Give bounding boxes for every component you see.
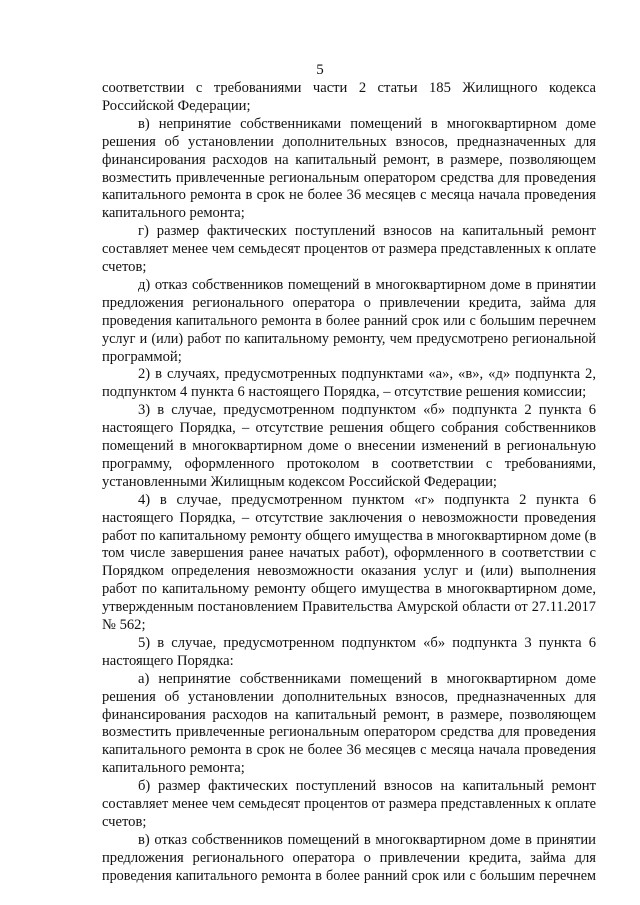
text-line: предложения регионального оператора о привлечении кредита, займа для <box>102 849 596 866</box>
text-line: г) размер фактических поступлений взносов на капитальный ремонт <box>138 223 596 240</box>
text-line: Российской Федерации; <box>102 97 251 114</box>
text-line: услуг и (или) работ по капитальному ремонту, чем предусмотрено региональной <box>102 330 596 347</box>
text-line: проведения капитального ремонта в более ранний срок или с большим перечнем <box>102 867 596 884</box>
text-line: составляет менее чем семьдесят процентов от размера представленных к оплате <box>102 796 596 812</box>
text-line: финансирования расходов на капитальный ремонт, в размере, позволяющем <box>102 706 596 723</box>
text-line: возместить привлеченные региональным оператором средства для проведения <box>102 169 596 186</box>
text-line: счетов; <box>102 259 147 275</box>
text-line: соответствии с требованиями части 2 статьи 185 Жилищного кодекса <box>102 80 596 96</box>
text-line: установленными Жилищным кодексом Российской Федерации; <box>102 473 497 490</box>
text-line: б) размер фактических поступлений взносов на капитальный ремонт <box>138 778 596 795</box>
text-line: программу, оформленного протоколом в соответствии с требованиями, <box>102 455 596 472</box>
text-line: а) непринятие собственниками помещений в многоквартирном доме <box>138 670 596 687</box>
text-line: работ по капитальному ремонту общего имущества в многоквартирном доме (в <box>102 527 597 544</box>
text-line: 5) в случае, предусмотренном подпунктом «б» подпункта 3 пункта 6 <box>138 634 596 651</box>
text-line: 3) в случае, предусмотренном подпунктом «б» подпункта 2 пункта 6 <box>138 402 596 419</box>
text-line: капитального ремонта; <box>102 205 245 222</box>
text-line: программой; <box>102 348 182 365</box>
text-line: составляет менее чем семьдесят процентов от размера представленных к оплате <box>102 241 596 258</box>
text-line: в) непринятие собственниками помещений в многоквартирном доме <box>138 115 596 132</box>
text-line: капитального ремонта в срок не более 36 месяцев с месяца начала проведения <box>102 187 596 204</box>
text-line: работ по капитальному ремонту общего имущества в многоквартирном доме, <box>102 581 596 598</box>
text-line: капитального ремонта в срок не более 36 месяцев с месяца начала проведения <box>102 742 596 759</box>
text-line: настоящего Порядка, – отсутствие заключения о невозможности проведения <box>102 509 596 526</box>
text-line: предложения регионального оператора о привлечении кредита, займа для <box>102 294 596 311</box>
text-line: Порядком определения невозможности оказания услуг и (или) выполнения <box>102 563 596 580</box>
text-line: утвержденным постановлением Правительства Амурской области от 27.11.2017 <box>102 599 596 616</box>
text-line: подпунктом 4 пункта 6 настоящего Порядка, – отсутствие решения комиссии; <box>102 384 587 401</box>
text-line: решения об установлении дополнительных взносов, предназначенных для <box>102 133 596 150</box>
text-line: помещений в многоквартирном доме о внесении изменений в региональную <box>102 438 596 454</box>
text-line: настоящего Порядка: <box>102 652 234 669</box>
text-line: проведения капитального ремонта в более ранний срок или с большим перечнем <box>102 312 596 329</box>
text-line: настоящего Порядка, – отсутствие решения общего собрания собственников <box>102 420 596 437</box>
text-line: в) отказ собственников помещений в многоквартирном доме в принятии <box>138 831 596 848</box>
page-number: 5 <box>316 62 324 78</box>
text-line: решения об установлении дополнительных взносов, предназначенных для <box>102 688 596 705</box>
text-line: том числе завершения ранее начатых работ), оформленного в соответствии с <box>102 545 596 562</box>
text-line: д) отказ собственников помещений в многоквартирном доме в принятии <box>138 276 596 293</box>
text-line: счетов; <box>102 813 147 830</box>
text-line: 2) в случаях, предусмотренных подпунктами «а», «в», «д» подпункта 2, <box>138 366 596 383</box>
text-line: финансирования расходов на капитальный ремонт, в размере, позволяющем <box>102 151 596 168</box>
text-line: капитального ремонта; <box>102 760 245 777</box>
text-line: № 562; <box>102 617 146 633</box>
text-line: 4) в случае, предусмотренном пунктом «г» подпункта 2 пункта 6 <box>138 491 596 508</box>
text-line: возместить привлеченные региональным оператором средства для проведения <box>102 724 596 741</box>
